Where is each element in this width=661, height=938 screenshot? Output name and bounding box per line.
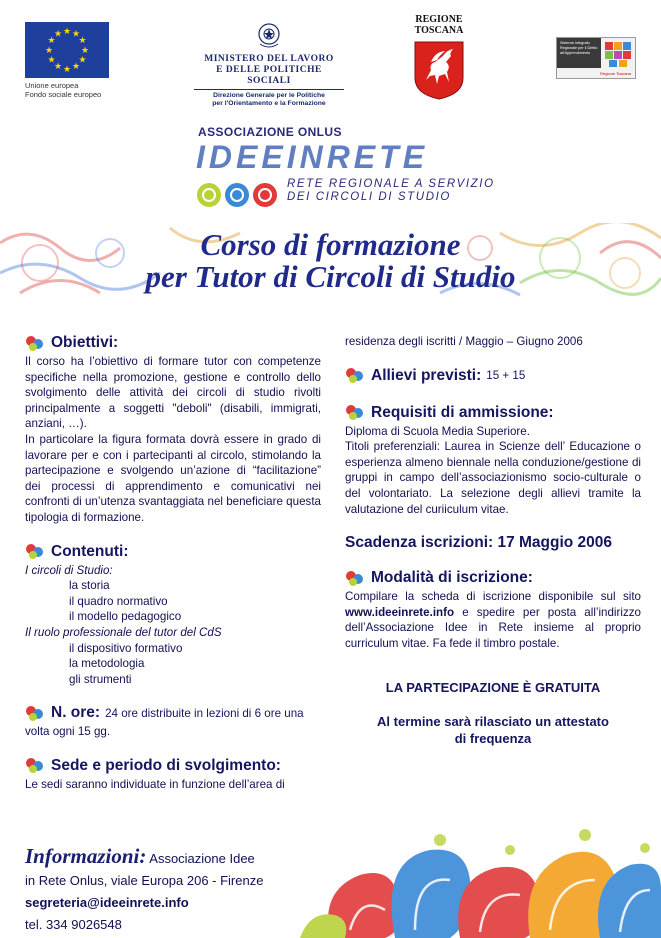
info-label: Informazioni: — [25, 844, 147, 868]
regione-toscana-logo: REGIONE TOSCANA — [407, 14, 471, 100]
info-first-line: Informazioni: Associazione Idee — [25, 844, 255, 868]
title-banner — [0, 223, 661, 301]
contenuti-heading: Contenuti: — [25, 543, 321, 561]
ore-heading: N. ore: 24 ore distribuite in lezioni di 6 ore una — [25, 704, 321, 722]
list-item: gli strumenti — [69, 672, 132, 686]
svg-text:★: ★ — [80, 46, 90, 56]
svg-text:★: ★ — [62, 65, 72, 75]
allievi-heading: Allievi previsti: 15 + 15 — [345, 367, 641, 385]
svg-text:★: ★ — [62, 27, 72, 37]
certificate-text: Al termine sarà rilasciato un attestato di frequenza — [377, 713, 609, 746]
list-item: il quadro normativo — [69, 594, 168, 608]
deadline-text: Scadenza iscrizioni: 17 Maggio 2006 — [345, 534, 613, 552]
svg-text:★: ★ — [71, 62, 81, 72]
allievi-value: 15 + 15 — [486, 369, 526, 383]
eu-logo — [25, 22, 113, 99]
flower-bullet-icon — [25, 757, 45, 774]
svg-text:★: ★ — [47, 36, 56, 46]
flower-bullet-icon — [345, 367, 365, 384]
info-address: in Rete Onlus, viale Europa 206 - Firenze — [25, 873, 264, 888]
flower-bullet-icon — [25, 705, 45, 722]
requisiti-diploma: Diploma di Scuola Media Superiore. — [345, 424, 530, 438]
eu-caption: Unione europea Fondo sociale europeo — [25, 81, 102, 99]
right-column — [345, 334, 641, 747]
ministry-divider — [194, 89, 344, 90]
left-column — [25, 334, 321, 792]
association-label: ASSOCIAZIONE ONLUS — [198, 125, 342, 139]
svg-text:★: ★ — [78, 36, 87, 46]
flower-bullet-icon — [345, 404, 365, 421]
obiettivi-paragraph-1: Il corso ha l’obiettivo di formare tutor con competenze specifiche nella promozione, gestione e controllo dello svolgimento delle attività dei circoli di studio rivolti principalmente a soggetti "deboli" (disabili, immigrati, anziani, …). — [25, 355, 321, 431]
sistema-integrato-logo: Sistema Integrato Regionale per il Diritto all'Apprendimento Regione Toscana — [556, 37, 636, 79]
ministry-logo: MINISTERO DEL LAVORO E DELLE POLITICHE SOCIALI Direzione Generale per le Politiche per l'Orientamento e la Formazione — [194, 20, 344, 108]
association-subtitle: RETE REGIONALE A SERVIZIO DEI CIRCOLI DI STUDIO — [287, 178, 495, 203]
list-item: la storia — [69, 579, 110, 593]
free-participation-text: LA PARTECIPAZIONE È GRATUITA — [385, 679, 601, 695]
association-name: IDEEINRETE — [196, 139, 429, 175]
list-item: la metodologia — [69, 657, 145, 671]
footer-flower-decoration — [300, 820, 661, 938]
italian-emblem-icon — [256, 20, 282, 50]
ore-text: 24 ore distribuite in lezioni di 6 ore una — [105, 706, 304, 720]
flower-bullet-icon — [345, 570, 365, 587]
contact-info — [25, 844, 315, 936]
ore-text-continued: volta ogni 15 gg. — [25, 725, 111, 739]
course-title: Corso di formazione per Tutor di Circoli di Studio — [145, 227, 516, 294]
contenuti-group-2: Il ruolo professionale del tutor del CdS — [25, 625, 222, 639]
svg-text:★: ★ — [53, 62, 63, 72]
svg-text:★: ★ — [47, 55, 56, 66]
sede-text-continued: residenza degli iscritti / Maggio – Giugno 2006 — [345, 335, 583, 348]
requisiti-heading: Requisiti di ammissione: — [345, 404, 641, 422]
sede-heading: Sede e periodo di svolgimento: — [25, 757, 321, 775]
list-item: il dispositivo formativo — [69, 641, 183, 655]
obiettivi-paragraph-2: In particolare la figura formata dovrà essere in grado di lavorare per e con i partecipanti al circolo, stimolando la partecipazione e svolgendo un’azione di “facilitazione” dei processi di apprendimento e comunicativi nei confronti di un’utenza svantaggiata nel beneficiare questa tipologia di formazione. — [25, 432, 321, 524]
phone-number: tel. 334 9026548 — [25, 917, 122, 932]
sede-text: Le sedi saranno individuate in funzione dell’area di — [25, 777, 285, 791]
requisiti-paragraph: Titoli preferenziali: Laurea in Scienze dell’ Educazione o esperienza almeno biennale nella conduzione/gestione di gruppi in campo dell’associazionismo socio-culturale o del volontariato. La selezione degli allievi tramite la valutazione del curiiculum vitae. — [345, 440, 641, 516]
website-link[interactable]: www.ideeinrete.info — [345, 605, 455, 619]
svg-text:★: ★ — [71, 29, 81, 40]
colored-circles-icon — [196, 180, 281, 210]
svg-text:★: ★ — [78, 55, 87, 66]
email-link[interactable]: segreteria@ideeinrete.info — [25, 895, 189, 910]
modalita-heading: Modalità di iscrizione: — [345, 569, 641, 587]
colored-cross-icon — [603, 40, 633, 68]
flower-bullet-icon — [25, 543, 45, 560]
contenuti-group-1: I circoli di Studio: — [25, 563, 113, 577]
svg-text:★: ★ — [53, 29, 63, 40]
flower-bullet-icon — [25, 335, 45, 352]
svg-text:★: ★ — [44, 46, 54, 56]
list-item: il modello pedagogico — [69, 610, 182, 624]
pegasus-shield-icon — [413, 40, 465, 100]
eu-flag-icon — [25, 22, 109, 78]
modalita-paragraph: Compilare la scheda di iscrizione disponibile sul sito www.ideeinrete.info e spedire per posta all’indirizzo dell’Associazione Idee in Rete insieme al proprio curriculum vitae. Fa fede il timbro postale. — [345, 590, 641, 650]
obiettivi-heading: Obiettivi: — [25, 334, 321, 352]
